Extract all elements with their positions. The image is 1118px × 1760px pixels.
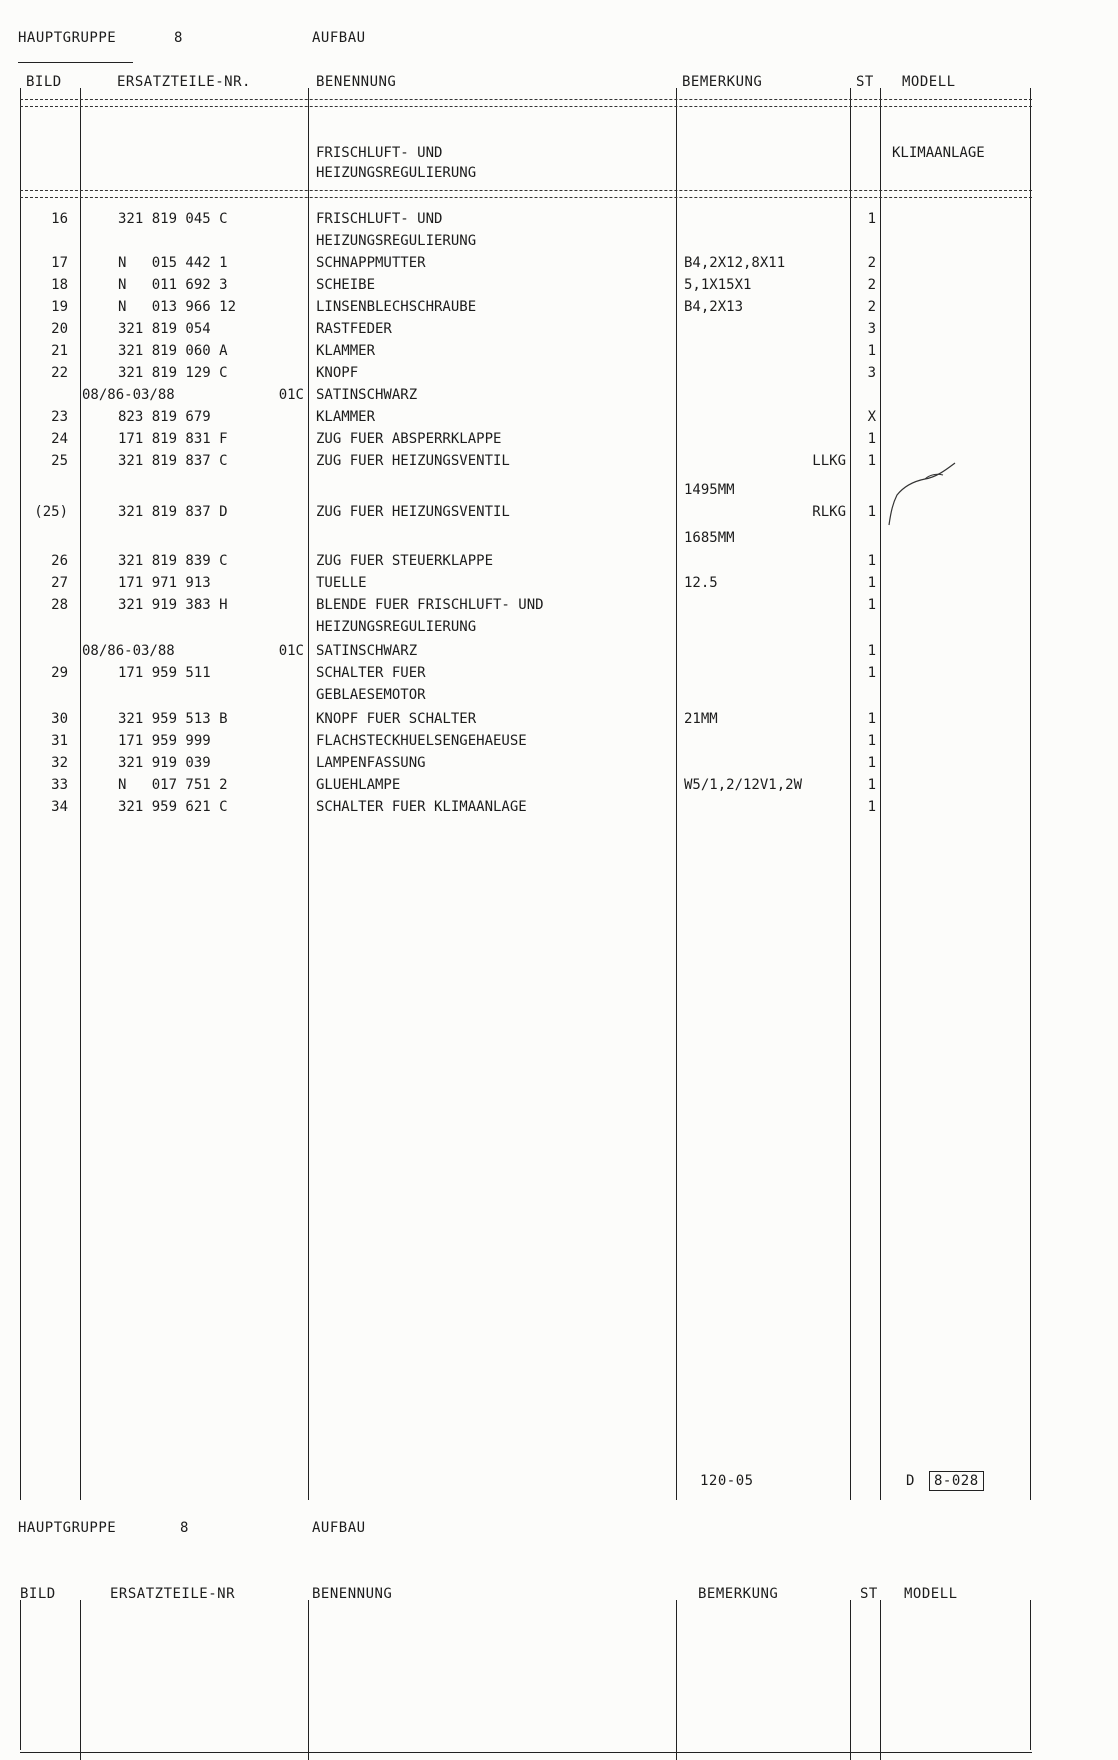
row-34-benennung: SCHALTER FUER KLIMAANLAGE [316,799,527,815]
row-29-nr: 171 959 511 [118,665,211,681]
row-32-nr: 321 919 039 [118,755,211,771]
row-28-st: 1 [867,597,876,613]
row-30-bild: 30 [51,711,68,727]
row-33-benennung: GLUEHLAMPE [316,777,401,793]
row-27-bild: 27 [51,575,68,591]
row-25b-bild: (25) [34,504,68,520]
row-26-st: 1 [867,553,876,569]
row-34-st: 1 [867,799,876,815]
col-modell-header: MODELL [902,74,956,90]
next-page-area [0,1500,1118,1600]
hauptgruppe-label: HAUPTGRUPPE [18,30,117,46]
row-23-benennung: KLAMMER [316,409,376,425]
row-25-bemerkung-length: 1495MM [684,482,735,498]
row-25-bild: 25 [51,453,68,469]
next-group-title: AUFBAU [312,1520,366,1536]
intro-line-1: FRISCHLUFT- UND [316,145,443,161]
col-bild-header: BILD [26,74,62,90]
row-28-bild: 28 [51,597,68,613]
row-date-2-range: 08/86-03/88 [82,643,175,659]
row-21-bild: 21 [51,343,68,359]
row-16-benennung-2: HEIZUNGSREGULIERUNG [316,233,477,249]
row-31-benennung: FLACHSTECKHUELSENGEHAEUSE [316,733,527,749]
row-22-benennung: KNOPF [316,365,359,381]
row-17-bild: 17 [51,255,68,271]
next-col-benennung: BENENNUNG [312,1586,393,1602]
row-19-benennung: LINSENBLECHSCHRAUBE [316,299,477,315]
next-col-modell: MODELL [904,1586,958,1602]
row-23-bild: 23 [51,409,68,425]
row-28-benennung-2: HEIZUNGSREGULIERUNG [316,619,477,635]
row-28-benennung: BLENDE FUER FRISCHLUFT- UND [316,597,544,613]
row-22-bild: 22 [51,365,68,381]
col-bemerkung-header: BEMERKUNG [682,74,763,90]
row-date-2-code: 01C [278,643,304,659]
row-date-2-st: 1 [867,643,876,659]
handwritten-mark [885,455,965,535]
row-27-st: 1 [867,575,876,591]
row-16-benennung: FRISCHLUFT- UND [316,211,443,227]
row-date-2-benennung: SATINSCHWARZ [316,643,418,659]
row-28-nr: 321 919 383 H [118,597,228,613]
row-32-benennung: LAMPENFASSUNG [316,755,426,771]
next-col-st: ST [860,1586,878,1602]
row-26-nr: 321 819 839 C [118,553,228,569]
row-24-nr: 171 819 831 F [118,431,228,447]
row-25-st: 1 [867,453,876,469]
row-23-nr: 823 819 679 [118,409,211,425]
row-24-bild: 24 [51,431,68,447]
row-30-benennung: KNOPF FUER SCHALTER [316,711,477,727]
section-separator [20,190,1032,198]
row-18-benennung: SCHEIBE [316,277,376,293]
row-21-benennung: KLAMMER [316,343,376,359]
row-25b-bemerkung-variant: RLKG [812,504,846,520]
row-19-bemerkung: B4,2X13 [684,299,744,315]
row-26-bild: 26 [51,553,68,569]
row-29-benennung-2: GEBLAESEMOTOR [316,687,426,703]
row-22-nr: 321 819 129 C [118,365,228,381]
row-33-nr: N 017 751 2 [118,777,228,793]
row-34-bild: 34 [51,799,68,815]
row-20-benennung: RASTFEDER [316,321,392,337]
row-24-st: 1 [867,431,876,447]
row-32-st: 1 [867,755,876,771]
next-hauptgruppe-number: 8 [180,1520,189,1536]
col-ersatzteile-header: ERSATZTEILE-NR. [117,74,251,90]
row-17-bemerkung: B4,2X12,8X11 [684,255,786,271]
row-date-1-range: 08/86-03/88 [82,387,175,403]
row-26-benennung: ZUG FUER STEUERKLAPPE [316,553,494,569]
row-25b-bemerkung-length: 1685MM [684,530,735,546]
intro-modell: KLIMAANLAGE [892,145,985,161]
row-29-st: 1 [867,665,876,681]
intro-line-2: HEIZUNGSREGULIERUNG [316,165,477,181]
row-33-bemerkung: W5/1,2/12V1,2W [684,777,803,793]
row-25b-nr: 321 819 837 D [118,504,228,520]
row-23-st: X [867,409,876,425]
row-20-st: 3 [867,321,876,337]
hauptgruppe-number: 8 [174,30,183,46]
footer-page-code: 120-05 [700,1473,754,1489]
footer-lang: D [906,1473,915,1489]
row-25-bemerkung-variant: LLKG [812,453,846,469]
row-16-bild: 16 [51,211,68,227]
row-27-benennung: TUELLE [316,575,367,591]
row-29-benennung: SCHALTER FUER [316,665,426,681]
header-underline [18,62,133,63]
row-date-1-code: 01C [278,387,304,403]
row-27-nr: 171 971 913 [118,575,211,591]
row-19-nr: N 013 966 12 [118,299,237,315]
row-16-st: 1 [867,211,876,227]
next-col-bemerkung: BEMERKUNG [698,1586,779,1602]
row-17-benennung: SCHNAPPMUTTER [316,255,426,271]
row-20-bild: 20 [51,321,68,337]
row-30-nr: 321 959 513 B [118,711,228,727]
row-34-nr: 321 959 621 C [118,799,228,815]
row-25b-st: 1 [867,504,876,520]
row-19-bild: 19 [51,299,68,315]
next-hauptgruppe-label: HAUPTGRUPPE [18,1520,117,1536]
group-title: AUFBAU [312,30,366,46]
row-21-nr: 321 819 060 A [118,343,228,359]
col-st-header: ST [856,74,874,90]
row-27-bemerkung: 12.5 [684,575,718,591]
row-18-bild: 18 [51,277,68,293]
row-25b-benennung: ZUG FUER HEIZUNGSVENTIL [316,504,510,520]
row-31-st: 1 [867,733,876,749]
row-17-nr: N 015 442 1 [118,255,228,271]
next-col-ersatzteile: ERSATZTEILE-NR [110,1586,236,1602]
header-separator [20,99,1032,107]
footer-page-ref-box: 8-028 [929,1471,984,1491]
row-19-st: 2 [867,299,876,315]
row-16-nr: 321 819 045 C [118,211,228,227]
table-bottom-rule [20,1752,1032,1753]
row-25-benennung: ZUG FUER HEIZUNGSVENTIL [316,453,510,469]
row-33-st: 1 [867,777,876,793]
row-18-bemerkung: 5,1X15X1 [684,277,752,293]
row-25-nr: 321 819 837 C [118,453,228,469]
next-col-bild: BILD [20,1586,56,1602]
row-31-bild: 31 [51,733,68,749]
row-20-nr: 321 819 054 [118,321,211,337]
col-benennung-header: BENENNUNG [316,74,397,90]
row-24-benennung: ZUG FUER ABSPERRKLAPPE [316,431,502,447]
row-17-st: 2 [867,255,876,271]
row-22-st: 3 [867,365,876,381]
row-30-bemerkung: 21MM [684,711,718,727]
row-18-st: 2 [867,277,876,293]
row-date-1-benennung: SATINSCHWARZ [316,387,418,403]
row-21-st: 1 [867,343,876,359]
row-33-bild: 33 [51,777,68,793]
row-30-st: 1 [867,711,876,727]
row-18-nr: N 011 692 3 [118,277,228,293]
row-29-bild: 29 [51,665,68,681]
row-31-nr: 171 959 999 [118,733,211,749]
row-32-bild: 32 [51,755,68,771]
